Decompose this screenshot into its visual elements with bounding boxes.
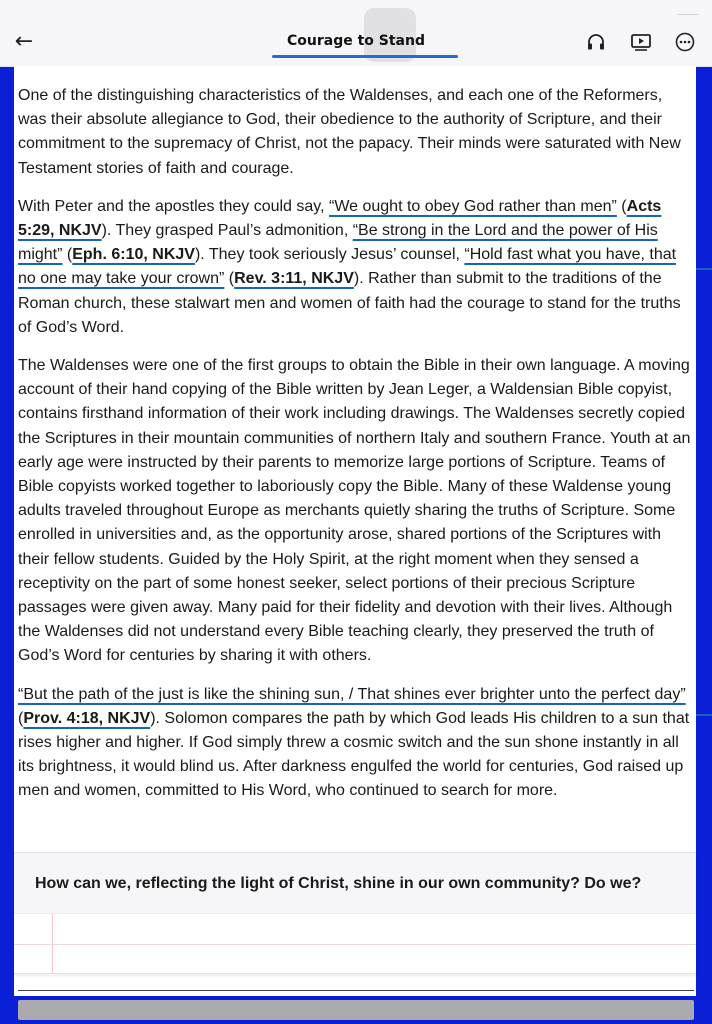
text-run: ). Solomon compares the path by which God leads His children to a sun that rises higher and higher. If God simply threw a cosmic switch and the sun shone instantly in all its brightness, it would blind us. After darkness engulfed the world for centuries, God raised up men and women, committed to His Word, who continued to search for more. <box>18 709 690 800</box>
scripture-link[interactable]: Prov. 4:18, NKJV <box>23 709 151 727</box>
status-divider <box>678 0 698 15</box>
paragraph-1: One of the distinguishing characteristics of the Waldenses, and each one of the Reformers, was their absolute allegiance to God, their obedience to the authority of Scripture, and their commitment to the supremacy of Christ, not the papacy. Their minds were saturated with New Testament stories of faith and courage. <box>18 87 681 177</box>
notebook-rule-line <box>14 973 696 974</box>
highlighted-quote[interactable]: “We ought to obey God rather than men” <box>328 197 617 215</box>
paragraph-2 <box>18 195 694 340</box>
discussion-question-card <box>14 852 696 975</box>
highlight-edge-marker <box>696 714 712 716</box>
text-run: ( <box>224 270 235 288</box>
answer-textarea[interactable] <box>14 913 696 974</box>
text-run: ( <box>18 709 24 727</box>
bottom-divider <box>18 990 694 991</box>
play-video-icon[interactable] <box>629 30 653 54</box>
highlighted-quote[interactable]: “Be strong in the Lord and the power of His might” <box>18 222 658 264</box>
lesson-text <box>18 84 694 818</box>
scripture-link[interactable]: Rev. 3:11, NKJV <box>234 270 354 288</box>
highlighted-quote[interactable]: “Hold fast what you have, that no one may take your crown” <box>18 246 677 288</box>
text-run: ( <box>62 246 73 264</box>
title-underline <box>272 55 458 58</box>
text-run: With Peter and the apostles they could say, <box>18 197 329 215</box>
headphones-icon[interactable] <box>584 30 608 54</box>
question-text: How can we, reflecting the light of Christ, shine in our own community? Do we? <box>35 875 642 892</box>
page-scroll-indicator[interactable] <box>18 1000 694 1020</box>
highlight-edge-marker <box>696 268 712 270</box>
text-run: ). Rather than submit to the traditions of the Roman church, these stalwart men and women of faith had the courage to stand for the truths of God’s Word. <box>18 270 681 336</box>
more-options-icon[interactable] <box>673 30 697 54</box>
paragraph-4 <box>18 683 694 804</box>
text-run: ). They took seriously Jesus’ counsel, <box>194 246 465 264</box>
arrow-left-icon[interactable]: ← <box>14 29 34 54</box>
text-run: ). They grasped Paul’s admonition, <box>101 222 353 240</box>
scripture-link[interactable]: Eph. 6:10, NKJV <box>72 246 195 264</box>
text-run: ( <box>616 197 627 215</box>
highlighted-quote[interactable]: “But the path of the just is like the shining sun, / That shines ever brighter unto the perfect day” <box>18 685 686 703</box>
page-title: Courage to Stand <box>287 33 425 49</box>
scripture-link[interactable]: Acts 5:29, NKJV <box>18 197 662 240</box>
top-bar <box>0 0 712 67</box>
notebook-rule-line <box>14 944 696 945</box>
paragraph-3: The Waldenses were one of the first groups to obtain the Bible in their own language. A moving account of their hand copying of the Bible written by Jean Leger, a Waldensian Bible copyist, contains firsthand information of their work including drawings. The Waldenses secretly copied the Scriptures in their mountain communities of northern Italy and southern France. Youth at an early age were instructed by their parents to memorize large portions of Scripture. Teams of Bible copyists worked together to laboriously copy the Bible. Many of these Waldense young adults traveled throughout Europe as merchants quietly sharing the truths of Scripture. Some enrolled in universities and, as the opportunity arose, shared portions of the Scriptures with their fellow students. Guided by the Holy Spirit, at the right moment when they sensed a receptivity on the part of some honest seeker, select portions of their precious Scripture passages were given away. Many paid for their fidelity and devotion with their lives. Although the Waldenses did not understand every Bible teaching clearly, they preserved the truth of God’s Word for centuries by sharing it with others. <box>18 357 691 665</box>
